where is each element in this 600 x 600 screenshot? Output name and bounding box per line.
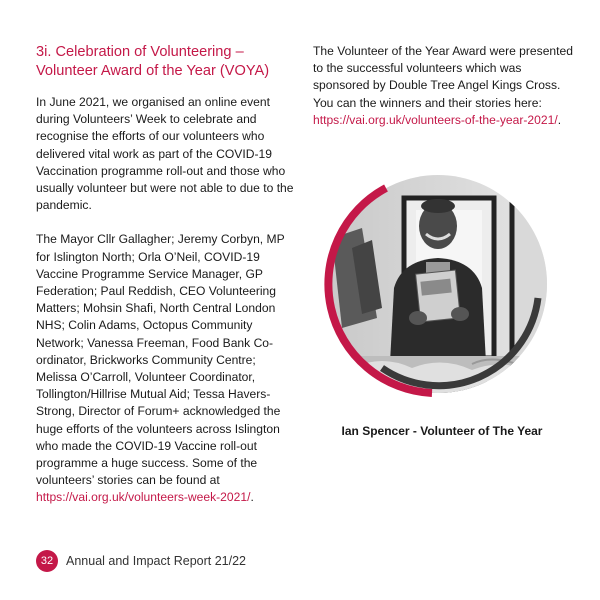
right-column <box>313 43 575 146</box>
intro-paragraph: In June 2021, we organised an online event during Volunteers’ Week to celebrate and recognise the efforts of our volunteers who delivered vital work as part of the COVID-19 Vaccination programme roll-out and those who usually volunteer but were not able to due to the pandemic. <box>36 95 294 213</box>
page-footer <box>36 550 246 572</box>
link2-suffix: . <box>557 112 562 127</box>
volunteers-week-link[interactable]: https://vai.org.uk/volunteers-week-2021/ <box>36 490 251 505</box>
left-column <box>36 43 294 524</box>
link1-suffix: . <box>250 490 254 505</box>
volunteer-photo <box>322 168 554 400</box>
report-title: Annual and Impact Report 21/22 <box>66 554 246 568</box>
speakers-paragraph <box>36 231 294 506</box>
volunteers-of-the-year-link[interactable]: https://vai.org.uk/volunteers-of-the-year-2021/ <box>313 112 558 127</box>
section-heading: 3i. Celebration of Volunteering – Volunteer Award of the Year (VOYA) <box>36 44 270 79</box>
photo-caption: Ian Spencer - Volunteer of The Year <box>341 424 543 438</box>
page-number-badge: 32 <box>36 550 58 572</box>
volunteer-photo-graphic <box>322 168 554 400</box>
award-paragraph <box>313 43 575 129</box>
award-text: The Volunteer of the Year Award were presented to the successful volunteers which was sponsored by Double Tree Angel Kings Cross. You can the winners and their stories here: <box>313 44 573 110</box>
speakers-text: The Mayor Cllr Gallagher; Jeremy Corbyn, MP for Islington North; Orla O’Neil, COVID-19 Vaccine Programme Service Manager, GP Federation; Paul Reddish, CEO Volunteering Matters; Mohsin Shafi, North Central London NHS; Colin Adams, Octopus Community Network; Vanessa Freeman, Food Bank Co-ordinator, Brickworks Community Centre; Melissa O’Carroll, Volunteer Coordinator, Tollington/Hillrise Mutual Aid; Tessa Havers-Strong, Director of Forum+ acknowledged the huge efforts of the volunteers across Islington who made the COVID-19 Vaccine roll-out programme a huge success. Some of the volunteers’ stories can be found at <box>36 232 285 488</box>
